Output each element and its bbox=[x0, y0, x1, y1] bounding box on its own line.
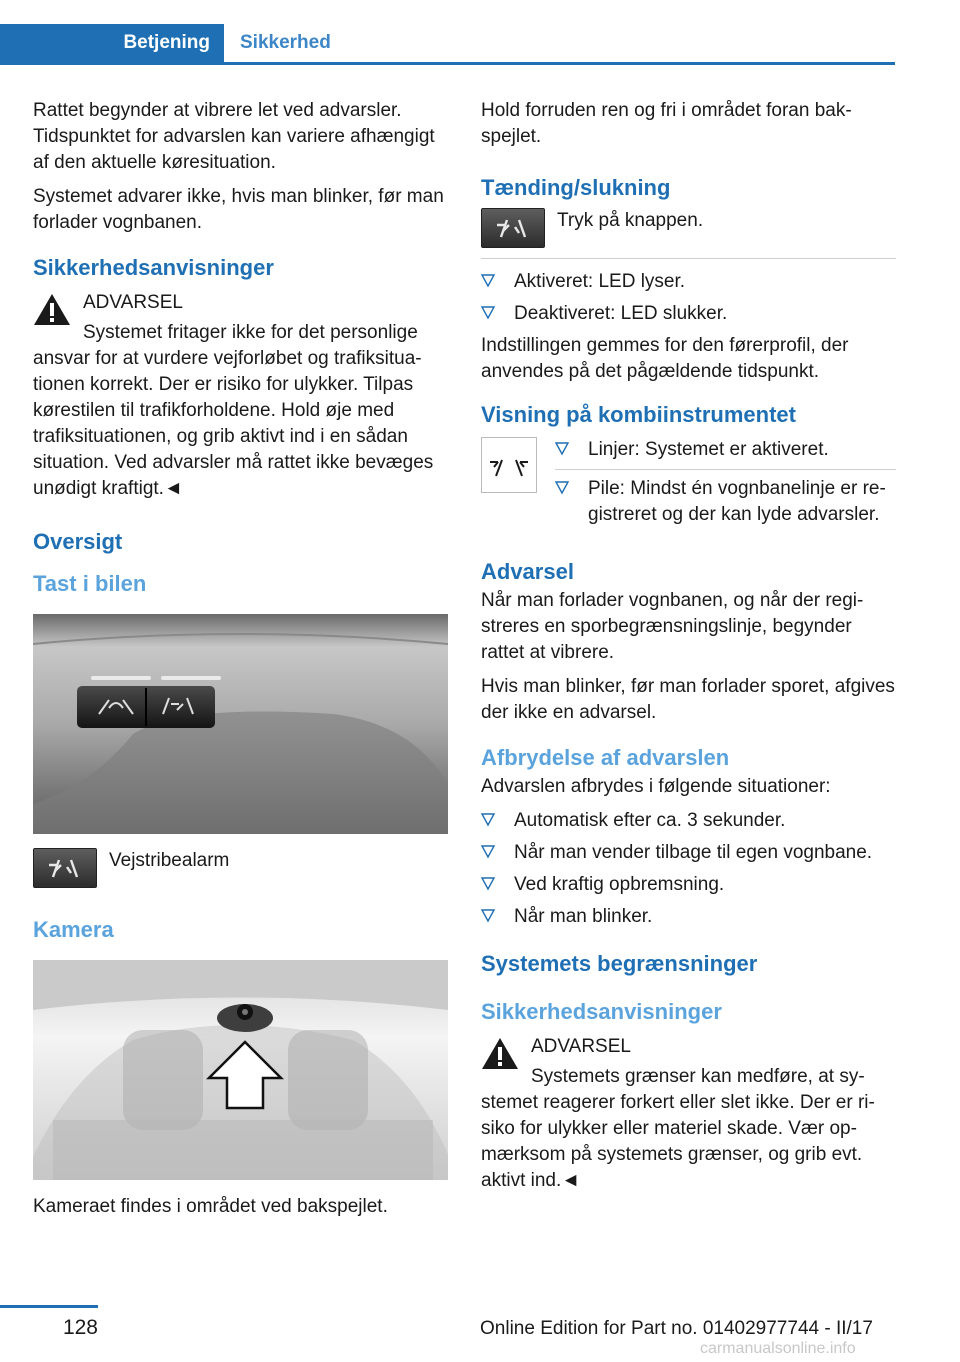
triangle-bullet-icon bbox=[481, 845, 495, 859]
display-list bbox=[555, 437, 896, 534]
heading-safety-2: Sikkerhedsanvisninger bbox=[481, 999, 722, 1024]
edition-note: Online Edition for Part no. 01402977744 - II/17 bbox=[480, 1318, 873, 1339]
heading-safety-instructions: Sikkerhedsanvisninger bbox=[33, 255, 274, 280]
heading-camera: Kamera bbox=[33, 917, 114, 942]
right-column bbox=[481, 98, 896, 1194]
paragraph-profile: Indstillingen gemmes for den førerprofil, der anvendes på det pågældende tidspunkt. bbox=[481, 335, 849, 382]
watermark: carmanualsonline.info bbox=[700, 1340, 856, 1357]
photo-car-buttons bbox=[33, 614, 448, 834]
warning-text-wrap bbox=[481, 1064, 896, 1194]
list-item: Automatisk efter ca. 3 sekunder. bbox=[481, 808, 896, 834]
onoff-list bbox=[481, 269, 896, 327]
heading-limits: Systemets begrænsninger bbox=[481, 951, 758, 976]
footer-line bbox=[0, 1305, 98, 1308]
triangle-bullet-icon bbox=[481, 877, 495, 891]
paragraph-no-warning-blinker: Systemet advarer ikke, hvis man blinker, før man forlader vognbanen. bbox=[33, 186, 444, 233]
triangle-bullet-icon bbox=[481, 909, 495, 923]
list-item: Ved kraftig opbremsning. bbox=[481, 872, 896, 898]
lane-warning-key-row bbox=[33, 848, 448, 888]
warning-triangle-icon bbox=[481, 1036, 519, 1070]
press-button-text: Tryk på knappen. bbox=[557, 210, 704, 231]
lane-warning-button-icon[interactable] bbox=[33, 848, 97, 888]
lane-warning-button-icon-2[interactable] bbox=[481, 208, 545, 248]
warning-text: Systemet fritager ikke for det personlige ansvar for at vurdere vejforløbet og trafiksituationen korrekt. Der er risiko for ulykker. Tilpas kørestilen til trafikforholdene. Hold øje med trafiksituationen, og grib aktivt ind i en sådan situation. Ved advarsler må rattet ikke bevæges unødigt kraftigt.◄ bbox=[33, 322, 434, 499]
page-number: 128 bbox=[62, 1316, 98, 1339]
heading-overview: Oversigt bbox=[33, 529, 123, 554]
display-row bbox=[481, 437, 896, 540]
tab-sikkerhed[interactable]: Sikkerhed bbox=[240, 32, 331, 53]
heading-key-in-car: Tast i bilen bbox=[33, 571, 147, 596]
lane-lines-icon bbox=[493, 217, 533, 239]
lane-lines-icon bbox=[45, 857, 85, 879]
tab-betjening[interactable]: Betjening bbox=[0, 24, 224, 62]
list-item: Deaktiveret: LED slukker. bbox=[481, 301, 896, 327]
header-tab-bar bbox=[0, 24, 895, 65]
warning-label: ADVARSEL bbox=[83, 292, 183, 313]
triangle-bullet-icon bbox=[555, 481, 569, 495]
warning-label: ADVARSEL bbox=[531, 1036, 631, 1057]
photo-camera-location bbox=[33, 960, 448, 1180]
triangle-bullet-icon bbox=[481, 306, 495, 320]
heading-on-off: Tænding/slukning bbox=[481, 175, 671, 200]
triangle-bullet-icon bbox=[481, 274, 495, 288]
warning-text: Systemets grænser kan medføre, at systemet reagerer forkert eller slet ikke. Der er risiko for ulykker eller materiel skade. Vær opmærksom på systemets grænser, og grib evt. aktivt ind.◄ bbox=[481, 1066, 875, 1191]
paragraph-interrupt: Advarslen afbrydes i følgende situationer: bbox=[481, 776, 831, 797]
paragraph-windshield: Hold forruden ren og fri i området foran bakspejlet. bbox=[481, 100, 852, 147]
heading-warning: Advarsel bbox=[481, 559, 574, 584]
list-item: Aktiveret: LED lyser. bbox=[481, 269, 896, 295]
paragraph-warning-2: Hvis man blinker, før man forlader sporet, afgives der ikke en advarsel. bbox=[481, 676, 895, 723]
display-symbol bbox=[481, 437, 537, 493]
warning-text-wrap bbox=[33, 320, 448, 502]
warning-block-2 bbox=[481, 1034, 896, 1194]
warning-triangle-icon bbox=[33, 292, 71, 326]
triangle-bullet-icon bbox=[481, 813, 495, 827]
press-button-row bbox=[481, 208, 896, 248]
heading-display: Visning på kombiinstrumentet bbox=[481, 402, 796, 427]
lane-arrows-icon bbox=[487, 452, 531, 478]
interrupt-list bbox=[481, 808, 896, 930]
left-column bbox=[33, 98, 448, 1228]
warning-block bbox=[33, 290, 448, 502]
button-caption: Vejstribealarm bbox=[109, 850, 230, 871]
heading-interrupt: Afbrydelse af advarslen bbox=[481, 745, 730, 770]
list-item: Linjer: Systemet er aktiveret. bbox=[555, 437, 896, 463]
paragraph-warning-1: Når man forlader vognbanen, og når der registreres en sporbegrænsningslinje, begynder rattet at vibrere. bbox=[481, 590, 864, 663]
list-item: Når man vender tilbage til egen vognbane. bbox=[481, 840, 896, 866]
list-item: Når man blinker. bbox=[481, 904, 896, 930]
paragraph-vibration: Rattet begynder at vibrere let ved advarsler. Tidspunktet for advarslen kan variere afhængigt af den aktuelle køresituation. bbox=[33, 100, 435, 173]
triangle-bullet-icon bbox=[555, 442, 569, 456]
divider bbox=[481, 258, 896, 259]
list-item: Pile: Mindst én vognbanelinje er registreret og der kan lyde advarsler. bbox=[555, 469, 896, 528]
camera-caption: Kameraet findes i området ved bakspejlet. bbox=[33, 1196, 388, 1217]
